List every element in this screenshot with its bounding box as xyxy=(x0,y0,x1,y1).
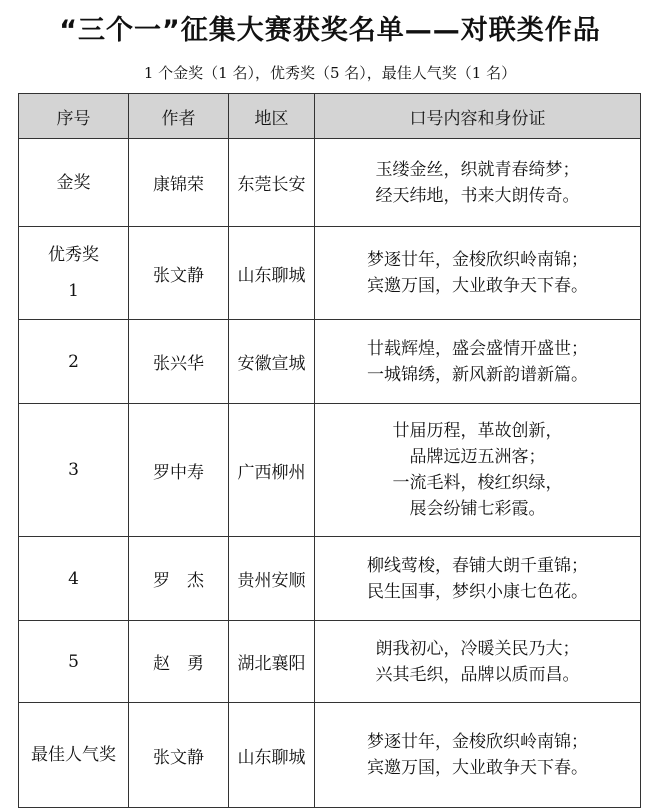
winners-table xyxy=(18,93,641,808)
author-cell: 张文静 xyxy=(129,703,229,808)
rank-cell xyxy=(19,227,129,320)
content-cell xyxy=(315,139,641,227)
table-row xyxy=(19,703,641,808)
couplet-line: 经天纬地，书来大朗传奇。 xyxy=(375,185,580,206)
rank-label: 金奖 xyxy=(56,172,91,193)
rank-label: 最佳人气奖 xyxy=(31,745,116,765)
content-cell xyxy=(315,537,641,621)
table-header-row xyxy=(19,94,641,139)
couplet-line: 柳线莺梭，春铺大朗千重锦； xyxy=(367,555,588,576)
region-cell: 安徽宣城 xyxy=(229,320,315,404)
author-cell: 罗中寿 xyxy=(129,404,229,537)
page-title: “三个一”征集大赛获奖名单——对联类作品 xyxy=(59,15,601,46)
rank-cell xyxy=(19,320,129,404)
rank-cell xyxy=(19,703,129,808)
table-row xyxy=(19,320,641,404)
couplet-line: 宾邀万国，大业敢争天下春。 xyxy=(367,758,588,778)
header-region: 地区 xyxy=(229,94,315,139)
couplet-line: 一流毛料，梭红织绿， xyxy=(392,473,563,493)
author-cell: 罗 杰 xyxy=(129,537,229,621)
couplet-line: 民生国事，梦织小康七色花。 xyxy=(367,581,588,602)
rank-cell xyxy=(19,139,129,227)
page-subtitle: 1 个金奖（1 名），优秀奖（5 名），最佳人气奖（1 名） xyxy=(143,64,517,82)
author-cell: 张文静 xyxy=(129,227,229,320)
couplet-line: 朗我初心，冷暖关民乃大； xyxy=(375,638,580,659)
rank-cell xyxy=(19,404,129,537)
couplet-line: 展会纷铺七彩霞。 xyxy=(409,499,546,519)
couplet-line: 玉缕金丝，织就青春绮梦； xyxy=(375,159,580,180)
rank-number: 5 xyxy=(68,651,79,672)
couplet-line: 梦逐廿年，金梭欣织岭南锦； xyxy=(367,250,588,270)
region-cell: 山东聊城 xyxy=(229,227,315,320)
table-row xyxy=(19,621,641,703)
header-content: 口号内容和身份证 xyxy=(315,94,641,139)
region-cell: 贵州安顺 xyxy=(229,537,315,621)
rank-cell xyxy=(19,621,129,703)
couplet-line: 一城锦绣，新风新韵谱新篇。 xyxy=(367,364,588,385)
table-row xyxy=(19,227,641,320)
rank-number: 1 xyxy=(68,281,79,301)
rank-label: 优秀奖 xyxy=(48,245,99,265)
couplet-line: 兴其毛织，品牌以质而昌。 xyxy=(375,664,580,685)
table-row xyxy=(19,537,641,621)
rank-number: 3 xyxy=(68,460,79,480)
rank-cell xyxy=(19,537,129,621)
table-row xyxy=(19,404,641,537)
author-cell: 赵 勇 xyxy=(129,621,229,703)
couplet-line: 品牌远迈五洲客； xyxy=(409,447,546,467)
region-cell: 东莞长安 xyxy=(229,139,315,227)
region-cell: 湖北襄阳 xyxy=(229,621,315,703)
region-cell: 广西柳州 xyxy=(229,404,315,537)
content-cell xyxy=(315,227,641,320)
author-cell: 张兴华 xyxy=(129,320,229,404)
content-cell xyxy=(315,703,641,808)
content-cell xyxy=(315,320,641,404)
couplet-line: 梦逐廿年，金梭欣织岭南锦； xyxy=(367,732,588,752)
region-cell: 山东聊城 xyxy=(229,703,315,808)
content-cell xyxy=(315,404,641,537)
content-cell xyxy=(315,621,641,703)
couplet-line: 廿载辉煌，盛会盛情开盛世； xyxy=(367,338,588,359)
header-rank: 序号 xyxy=(19,94,129,139)
couplet-line: 廿届历程，革故创新， xyxy=(392,421,563,441)
couplet-line: 宾邀万国，大业敢争天下春。 xyxy=(367,276,588,296)
header-author: 作者 xyxy=(129,94,229,139)
rank-number: 4 xyxy=(68,568,79,589)
author-cell: 康锦荣 xyxy=(129,139,229,227)
table-row xyxy=(19,139,641,227)
rank-number: 2 xyxy=(68,351,79,372)
